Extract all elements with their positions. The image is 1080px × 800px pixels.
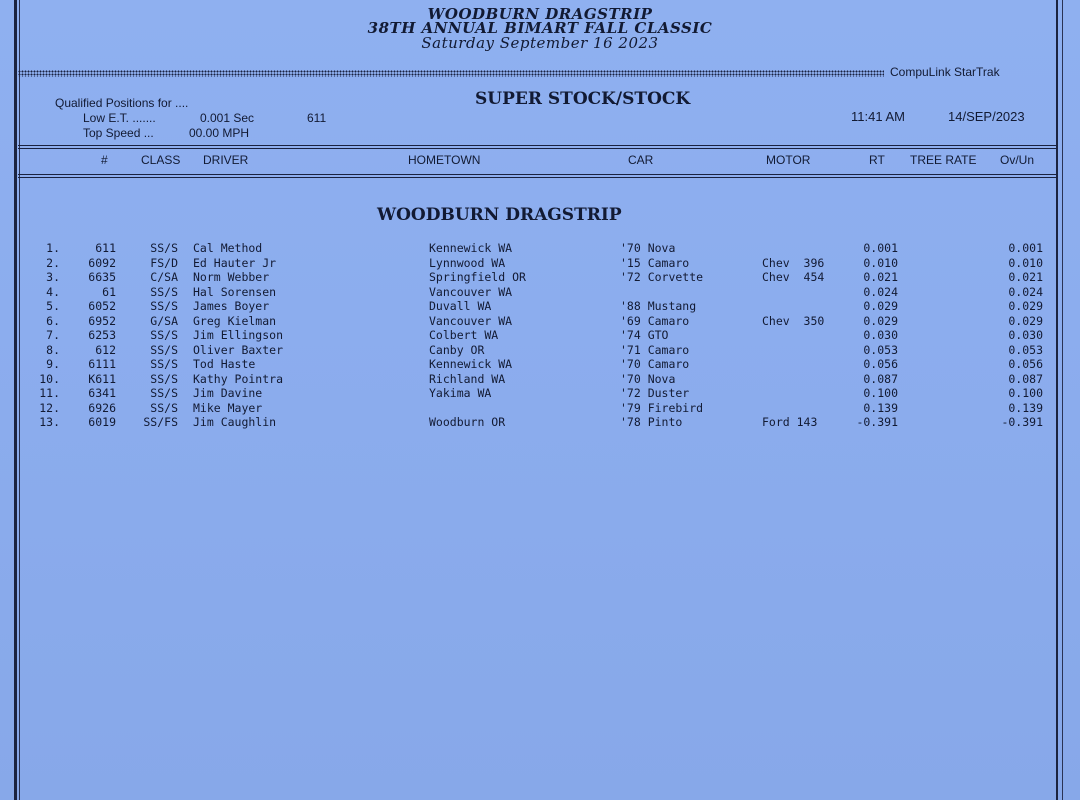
motor-cell: Chev 350 xyxy=(762,313,825,328)
top-speed-value: 00.00 MPH xyxy=(189,126,250,140)
table-row xyxy=(0,372,1080,386)
ov-un-cell: 0.139 xyxy=(1008,400,1043,415)
car-number-cell: 6635 xyxy=(88,270,116,284)
header-rule-bottom xyxy=(18,174,1058,175)
hometown-cell: Kennewick WA xyxy=(429,357,513,371)
position-cell: 5. xyxy=(46,299,60,313)
class-cell: G/SA xyxy=(150,313,178,328)
ov-un-cell: -0.391 xyxy=(1001,415,1043,429)
col-header-driver: DRIVER xyxy=(203,153,249,167)
hometown-cell: Kennewick WA xyxy=(429,241,513,255)
ov-un-cell: 0.053 xyxy=(1008,342,1043,357)
driver-cell: Jim Ellingson xyxy=(193,328,284,342)
hometown-cell: Colbert WA xyxy=(429,328,499,342)
low-et-value: 0.001 Sec xyxy=(200,111,255,125)
driver-cell: Mike Mayer xyxy=(193,400,263,415)
col-header-num: # xyxy=(101,153,108,167)
driver-cell: Jim Caughlin xyxy=(193,415,277,429)
driver-cell: Kathy Pointra xyxy=(193,371,284,386)
table-row xyxy=(0,270,1080,284)
driver-cell: Greg Kielman xyxy=(193,313,277,328)
car-number-cell: 6926 xyxy=(88,400,116,415)
print-date: 14/SEP/2023 xyxy=(948,109,1025,124)
driver-cell: Cal Method xyxy=(193,241,263,255)
table-row xyxy=(0,256,1080,270)
driver-cell: Hal Sorensen xyxy=(193,284,277,299)
car-cell: '69 Camaro xyxy=(620,313,690,328)
rt-cell: 0.029 xyxy=(863,299,898,313)
print-time: 11:41 AM xyxy=(851,109,905,124)
class-title: SUPER STOCK/STOCK xyxy=(475,89,691,109)
col-header-class: CLASS xyxy=(141,153,181,167)
ov-un-cell: 0.030 xyxy=(1008,328,1043,342)
car-number-cell: 6253 xyxy=(88,328,116,342)
hometown-cell: Springfield OR xyxy=(429,270,526,284)
class-cell: SS/S xyxy=(150,357,178,371)
track-header: WOODBURN DRAGSTRIP xyxy=(427,5,653,23)
rt-cell: 0.021 xyxy=(863,270,898,284)
rt-cell: 0.001 xyxy=(863,241,898,255)
rt-cell: 0.100 xyxy=(863,386,898,400)
header-rule-top xyxy=(18,145,1058,146)
rt-cell: 0.056 xyxy=(863,357,898,371)
table-row xyxy=(0,328,1080,342)
position-cell: 2. xyxy=(46,255,60,270)
ov-un-cell: 0.024 xyxy=(1008,284,1043,299)
driver-cell: Jim Davine xyxy=(193,386,263,400)
table-row xyxy=(0,285,1080,299)
header-rule-top-double xyxy=(18,148,1058,149)
car-number-cell: 61 xyxy=(102,284,116,299)
ov-un-cell: 0.021 xyxy=(1008,270,1043,284)
table-row xyxy=(0,386,1080,400)
driver-cell: Oliver Baxter xyxy=(193,342,284,357)
hometown-cell: Vancouver WA xyxy=(429,313,513,328)
car-cell: '15 Camaro xyxy=(620,255,690,270)
position-cell: 13. xyxy=(39,415,60,429)
table-row xyxy=(0,357,1080,371)
position-cell: 11. xyxy=(39,386,60,400)
rt-cell: 0.024 xyxy=(863,284,898,299)
car-number-cell: 611 xyxy=(95,241,116,255)
class-cell: C/SA xyxy=(150,270,178,284)
car-cell: '70 Camaro xyxy=(620,357,690,371)
class-cell: SS/FS xyxy=(143,415,178,429)
car-number-cell: 6341 xyxy=(88,386,116,400)
col-header-tree-rate: TREE RATE xyxy=(910,153,977,167)
hometown-cell: Vancouver WA xyxy=(429,284,513,299)
class-cell: SS/S xyxy=(150,299,178,313)
car-cell: '71 Camaro xyxy=(620,342,690,357)
table-row xyxy=(0,401,1080,415)
car-cell: '88 Mustang xyxy=(620,299,697,313)
motor-cell: Ford 143 xyxy=(762,415,818,429)
hometown-cell: Canby OR xyxy=(429,342,485,357)
car-number-cell: 6092 xyxy=(88,255,116,270)
car-cell: '79 Firebird xyxy=(620,400,704,415)
position-cell: 4. xyxy=(46,284,60,299)
position-cell: 9. xyxy=(46,357,60,371)
rt-cell: -0.391 xyxy=(856,415,898,429)
driver-cell: Norm Webber xyxy=(193,270,270,284)
ov-un-cell: 0.001 xyxy=(1008,241,1043,255)
ov-un-cell: 0.029 xyxy=(1008,299,1043,313)
qualified-label: Qualified Positions for .... xyxy=(55,96,189,110)
hometown-cell: Yakima WA xyxy=(429,386,492,400)
table-row xyxy=(0,299,1080,313)
class-cell: SS/S xyxy=(150,328,178,342)
rt-cell: 0.010 xyxy=(863,255,898,270)
position-cell: 10. xyxy=(39,371,60,386)
car-cell: '70 Nova xyxy=(620,241,676,255)
position-cell: 8. xyxy=(46,342,60,357)
col-header-motor: MOTOR xyxy=(766,153,811,167)
event-date-header: Saturday September 16 2023 xyxy=(421,34,659,52)
rt-cell: 0.053 xyxy=(863,342,898,357)
car-number-cell: 6019 xyxy=(88,415,116,429)
driver-cell: Tod Haste xyxy=(193,357,256,371)
car-number-cell: 6052 xyxy=(88,299,116,313)
track-title: WOODBURN DRAGSTRIP xyxy=(377,205,622,225)
rt-cell: 0.139 xyxy=(863,400,898,415)
ov-un-cell: 0.100 xyxy=(1008,386,1043,400)
col-header-rt: RT xyxy=(869,153,885,167)
table-row xyxy=(0,415,1080,429)
position-cell: 7. xyxy=(46,328,60,342)
low-et-car-number: 611 xyxy=(307,111,327,125)
col-header-hometown: HOMETOWN xyxy=(408,153,481,167)
class-cell: FS/D xyxy=(150,255,178,270)
position-cell: 12. xyxy=(39,400,60,415)
motor-cell: Chev 454 xyxy=(762,270,825,284)
position-cell: 1. xyxy=(46,241,60,255)
table-row xyxy=(0,343,1080,357)
software-brand: CompuLink StarTrak xyxy=(890,65,1000,79)
motor-cell: Chev 396 xyxy=(762,255,825,270)
rt-cell: 0.029 xyxy=(863,313,898,328)
car-cell: '70 Nova xyxy=(620,371,676,386)
car-number-cell: K611 xyxy=(88,371,116,386)
ov-un-cell: 0.010 xyxy=(1008,255,1043,270)
car-number-cell: 612 xyxy=(95,342,116,357)
ov-un-cell: 0.056 xyxy=(1008,357,1043,371)
dotted-separator xyxy=(18,70,884,77)
class-cell: SS/S xyxy=(150,386,178,400)
hometown-cell: Duvall WA xyxy=(429,299,492,313)
top-speed-label: Top Speed ... xyxy=(83,126,154,140)
rt-cell: 0.030 xyxy=(863,328,898,342)
header-rule-bottom-double xyxy=(18,177,1058,178)
hometown-cell: Richland WA xyxy=(429,371,506,386)
position-cell: 3. xyxy=(46,270,60,284)
car-cell: '72 Corvette xyxy=(620,270,704,284)
driver-cell: Ed Hauter Jr xyxy=(193,255,277,270)
car-cell: '72 Duster xyxy=(620,386,690,400)
car-number-cell: 6952 xyxy=(88,313,116,328)
low-et-label: Low E.T. ....... xyxy=(83,111,156,125)
car-cell: '78 Pinto xyxy=(620,415,683,429)
table-row xyxy=(0,314,1080,328)
col-header-ov-un: Ov/Un xyxy=(1000,153,1035,167)
hometown-cell: Woodburn OR xyxy=(429,415,506,429)
class-cell: SS/S xyxy=(150,400,178,415)
position-cell: 6. xyxy=(46,313,60,328)
class-cell: SS/S xyxy=(150,371,178,386)
driver-cell: James Boyer xyxy=(193,299,270,313)
event-header: 38TH ANNUAL BIMART FALL CLASSIC xyxy=(367,19,713,37)
class-cell: SS/S xyxy=(150,342,178,357)
class-cell: SS/S xyxy=(150,284,178,299)
car-cell: '74 GTO xyxy=(620,328,669,342)
col-header-car: CAR xyxy=(628,153,654,167)
class-cell: SS/S xyxy=(150,241,178,255)
rt-cell: 0.087 xyxy=(863,371,898,386)
hometown-cell: Lynnwood WA xyxy=(429,255,506,270)
ov-un-cell: 0.087 xyxy=(1008,371,1043,386)
car-number-cell: 6111 xyxy=(88,357,116,371)
ov-un-cell: 0.029 xyxy=(1008,313,1043,328)
table-row xyxy=(0,241,1080,255)
